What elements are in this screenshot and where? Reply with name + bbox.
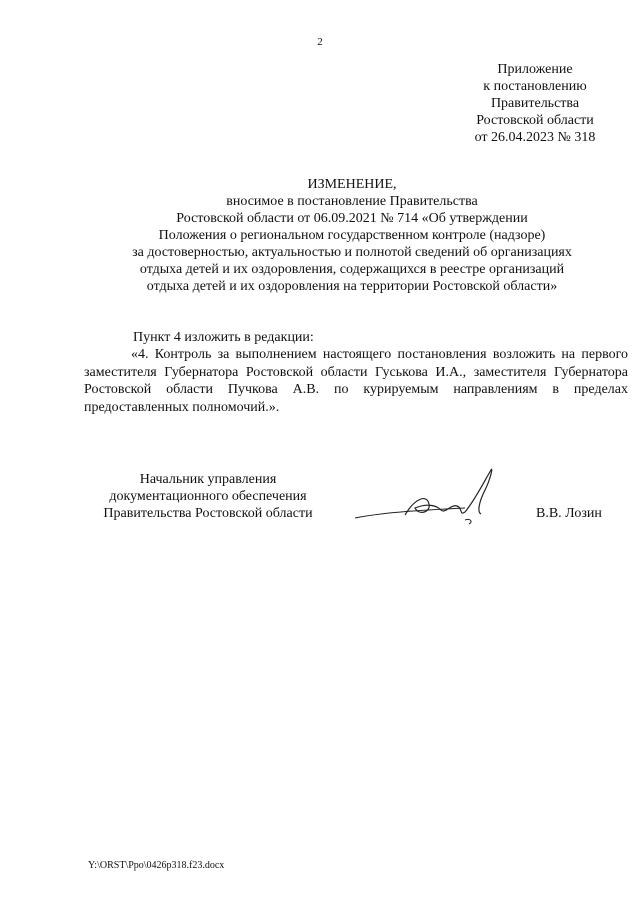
position-line: документационного обеспечения xyxy=(109,489,307,504)
title-line: вносимое в постановление Правительства xyxy=(226,194,478,209)
position-line: Правительства Ростовской области xyxy=(103,506,313,521)
handwritten-signature xyxy=(345,460,515,540)
appendix-line: Правительства xyxy=(490,96,580,111)
appendix-line: Ростовской области xyxy=(476,113,594,128)
title-line: отдыха детей и их оздоровления на территории Ростовской области» xyxy=(146,279,558,294)
body-lead: Пункт 4 изложить в редакции: xyxy=(133,330,314,345)
body-paragraph: «4. Контроль за выполнением настоящего постановления возложить на первого заместителя Губернатора Ростовской области Гуськова И.А., заместителя Губернатора Ростовской области Пучкова А.В. по курируемым направлениям в пределах предоставленных полномочий.». xyxy=(84,347,628,415)
document-title xyxy=(0,176,640,295)
title-line: Положения о региональном государственном контроле (надзоре) xyxy=(158,228,546,243)
footer-file-path: Y:\ORST\Ppo\0426p318.f23.docx xyxy=(88,860,225,871)
position-line: Начальник управления xyxy=(139,472,277,487)
appendix-line: от 26.04.2023 № 318 xyxy=(474,130,596,145)
signer-name: В.В. Лозин xyxy=(536,506,602,521)
appendix-block xyxy=(420,61,640,146)
signatory-position xyxy=(88,471,328,522)
title-line: Ростовской области от 06.09.2021 № 714 «Об утверждении xyxy=(176,211,528,226)
title-line: за достоверностью, актуальностью и полнотой сведений об организациях xyxy=(132,245,572,260)
appendix-line: к постановлению xyxy=(483,79,587,94)
title-line: ИЗМЕНЕНИЕ, xyxy=(307,177,397,192)
page-number: 2 xyxy=(317,36,323,48)
appendix-line: Приложение xyxy=(497,62,573,77)
title-line: отдыха детей и их оздоровления, содержащихся в реестре организаций xyxy=(139,262,565,277)
